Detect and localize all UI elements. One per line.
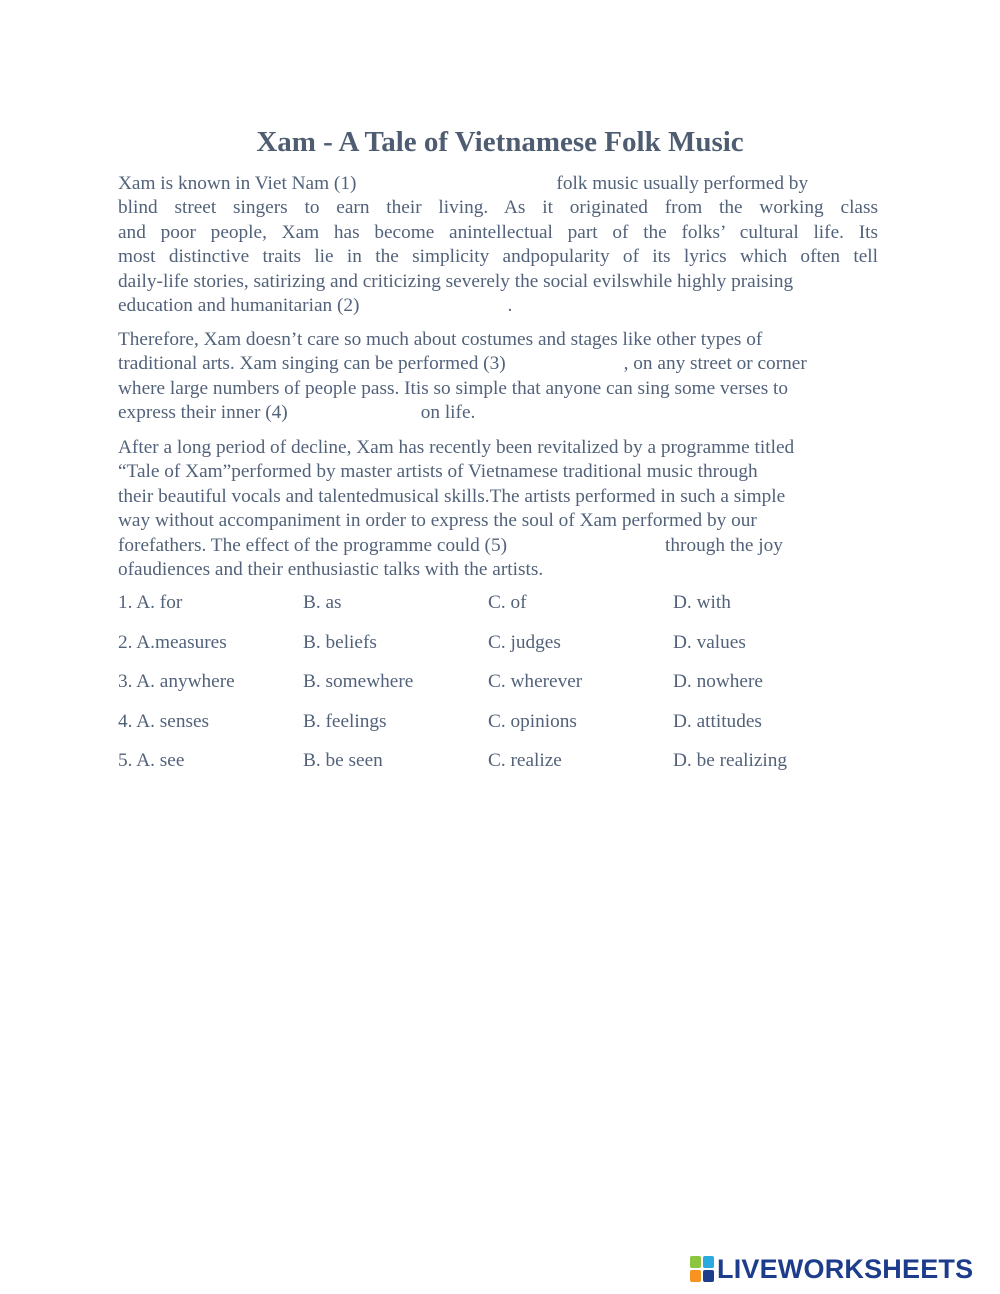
answer-options	[118, 592, 878, 790]
option-1a[interactable]: 1. A. for	[118, 592, 183, 613]
option-3d[interactable]: D. nowhere	[673, 671, 763, 692]
text-line: way without accompaniment in order to express the soul of Xam performed by our	[118, 510, 757, 532]
paragraph-3	[118, 436, 878, 582]
option-2a[interactable]: 2. A.measures	[118, 631, 227, 653]
text-line: Therefore, Xam doesn’t care so much about costumes and stages like other types of	[118, 329, 763, 350]
text-line: traditional arts. Xam singing can be performed (3) , on any street or corner	[118, 353, 807, 375]
option-4d[interactable]: D. attitudes	[673, 710, 762, 732]
page-title: Xam - A Tale of Vietnamese Folk Music	[256, 126, 744, 158]
option-3b[interactable]: B. somewhere	[303, 671, 414, 692]
text-line: most distinctive traits lie in the simplicity andpopularity of its lyrics which often tell	[118, 246, 878, 268]
text-line: education and humanitarian (2) .	[118, 294, 513, 316]
text-line: ofaudiences and their enthusiastic talks with the artists.	[118, 558, 544, 580]
option-3c[interactable]: C. wherever	[488, 671, 583, 692]
text-line: their beautiful vocals and talentedmusical skills.The artists performed in such a simple	[118, 485, 786, 507]
option-1d[interactable]: D. with	[673, 592, 731, 613]
paragraph-1	[118, 172, 878, 318]
option-4b[interactable]: B. feelings	[303, 710, 387, 732]
text-line: “Tale of Xam”performed by master artists of Vietnamese traditional music through	[118, 461, 758, 483]
text-line: forefathers. The effect of the programme could (5) through the joy	[118, 534, 783, 556]
brand-name: LIVEWORKSHEETS	[717, 1253, 974, 1284]
option-row-1	[118, 592, 878, 632]
option-4c[interactable]: C. opinions	[488, 710, 577, 732]
text-line: where large numbers of people pass. Itis so simple that anyone can sing some verses to	[118, 377, 789, 399]
option-row-4	[118, 711, 878, 751]
option-2b[interactable]: B. beliefs	[303, 631, 377, 653]
text-line: After a long period of decline, Xam has recently been revitalized by a programme titled	[118, 437, 795, 458]
liveworksheets-logo-icon	[690, 1256, 714, 1282]
liveworksheets-brand[interactable]	[690, 1252, 990, 1286]
option-row-2	[118, 632, 878, 672]
option-5d[interactable]: D. be realizing	[673, 750, 788, 771]
text-line: express their inner (4) on life.	[118, 402, 476, 424]
text-line: blind street singers to earn their living. As it originated from the working class	[118, 197, 878, 219]
option-row-3	[118, 671, 878, 711]
option-5c[interactable]: C. realize	[488, 750, 562, 771]
text-line: daily-life stories, satirizing and criticizing severely the social evilswhile highly praising	[118, 270, 794, 292]
option-3a[interactable]: 3. A. anywhere	[118, 671, 235, 692]
text-line: Xam is known in Viet Nam (1) folk music usually performed by	[118, 173, 809, 194]
option-2d[interactable]: D. values	[673, 631, 746, 653]
option-5a[interactable]: 5. A. see	[118, 750, 185, 771]
option-1c[interactable]: C. of	[488, 592, 527, 613]
option-1b[interactable]: B. as	[303, 592, 342, 613]
paragraph-2	[118, 328, 878, 426]
option-2c[interactable]: C. judges	[488, 631, 561, 653]
text-line: and poor people, Xam has become anintellectual part of the folks’ cultural life. Its	[118, 221, 878, 243]
option-row-5	[118, 750, 878, 790]
option-5b[interactable]: B. be seen	[303, 750, 383, 771]
option-4a[interactable]: 4. A. senses	[118, 710, 210, 732]
